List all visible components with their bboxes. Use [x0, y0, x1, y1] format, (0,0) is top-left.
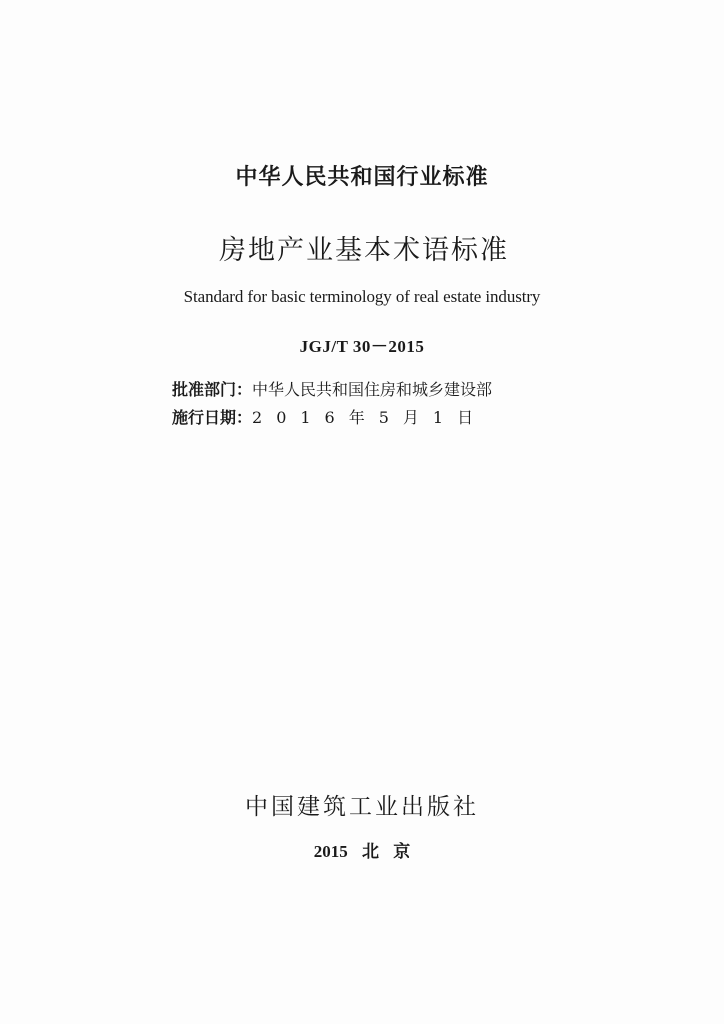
effective-label: 施行日期： [172, 408, 253, 427]
approval-department-row [172, 377, 492, 400]
industry-standard-heading: 中华人民共和国行业标准 [235, 165, 489, 190]
approval-value: 中华人民共和国住房和城乡建设部 [252, 380, 493, 399]
effective-date-row [172, 405, 487, 428]
publication-place-year: 2015 北 京 [313, 842, 411, 861]
effective-value: 2016年5月1日 [252, 408, 488, 427]
approval-label: 批准部门： [172, 380, 253, 399]
title-chinese: 房地产业基本术语标准 [219, 235, 509, 266]
standard-code: JGJ/T 30－2015 [299, 337, 425, 356]
publisher-name: 中国建筑工业出版社 [245, 794, 479, 820]
title-english: Standard for basic terminology of real estate industry [183, 287, 541, 306]
